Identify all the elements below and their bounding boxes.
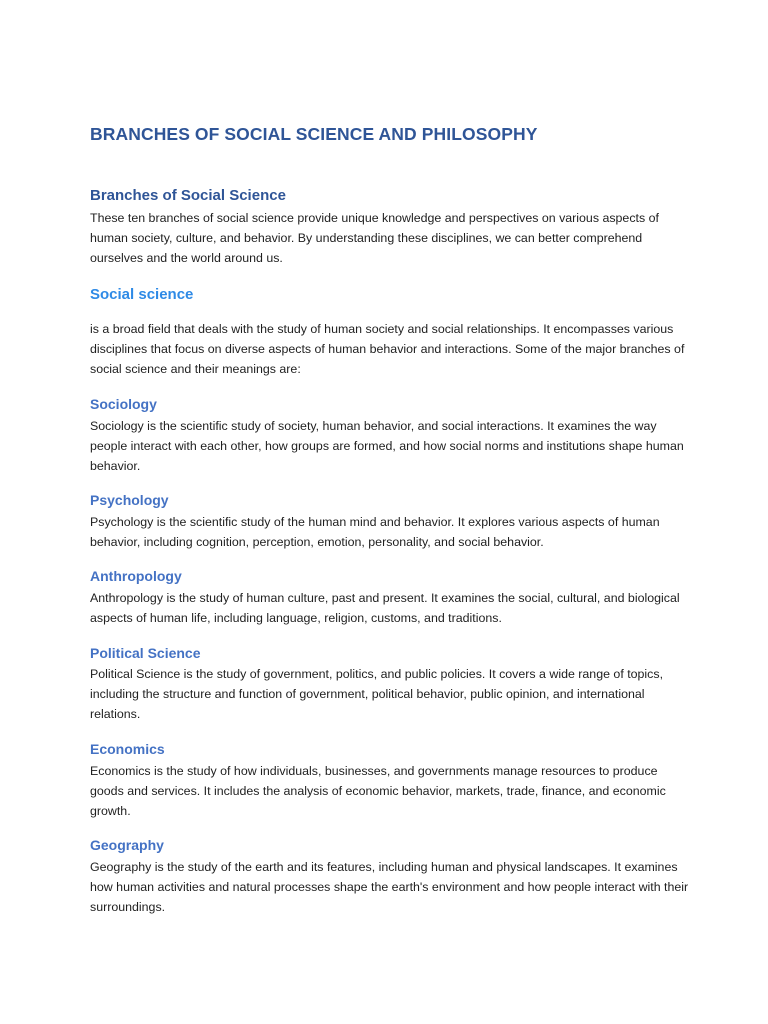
section-text-psychology: Psychology is the scientific study of the human mind and behavior. It explores various aspects of human behavior, including cognition, perception, emotion, personality, and social behavior. — [90, 515, 660, 549]
social-science-paragraph: is a broad field that deals with the study of human society and social relationships. It encompasses various disciplines that focus on diverse aspects of human behavior and interactions. Some of the major branches of social science and their meanings are: — [90, 322, 685, 376]
section-text-anthropology: Anthropology is the study of human culture, past and present. It examines the social, cultural, and biological aspects of human life, including language, religion, customs, and traditions. — [90, 591, 680, 625]
section-heading-psychology: Psychology — [90, 492, 169, 508]
section-heading-sociology: Sociology — [90, 396, 157, 412]
section-text-economics: Economics is the study of how individuals, businesses, and governments manage resources to produce goods and services. It includes the analysis of economic behavior, markets, trade, finance, and economic growth. — [90, 764, 666, 818]
section-heading-anthropology: Anthropology — [90, 568, 182, 584]
document-title: BRANCHES OF SOCIAL SCIENCE AND PHILOSOPHY — [90, 124, 538, 144]
section-text-political-science: Political Science is the study of government, politics, and public policies. It covers a wide range of topics, including the structure and function of government, political behavior, public opinion, and international relations. — [90, 667, 664, 721]
section-heading-political-science: Political Science — [90, 645, 201, 661]
social-science-heading: Social science — [90, 286, 194, 303]
section-heading-economics: Economics — [90, 741, 165, 757]
section-text-geography: Geography is the study of the earth and its features, including human and physical landscapes. It examines how human activities and natural processes shape the earth's environment and how people interact with their surroundings. — [90, 860, 689, 914]
section-text-sociology: Sociology is the scientific study of society, human behavior, and social interactions. It examines the way people interact with each other, how groups are formed, and how social norms and institutions shape human behavior. — [90, 419, 684, 473]
branches-heading: Branches of Social Science — [90, 187, 286, 204]
section-heading-geography: Geography — [90, 837, 164, 853]
intro-paragraph: These ten branches of social science provide unique knowledge and perspectives on various aspects of human society, culture, and behavior. By understanding these disciplines, we can better comprehend ourselves and the world around us. — [90, 211, 659, 265]
